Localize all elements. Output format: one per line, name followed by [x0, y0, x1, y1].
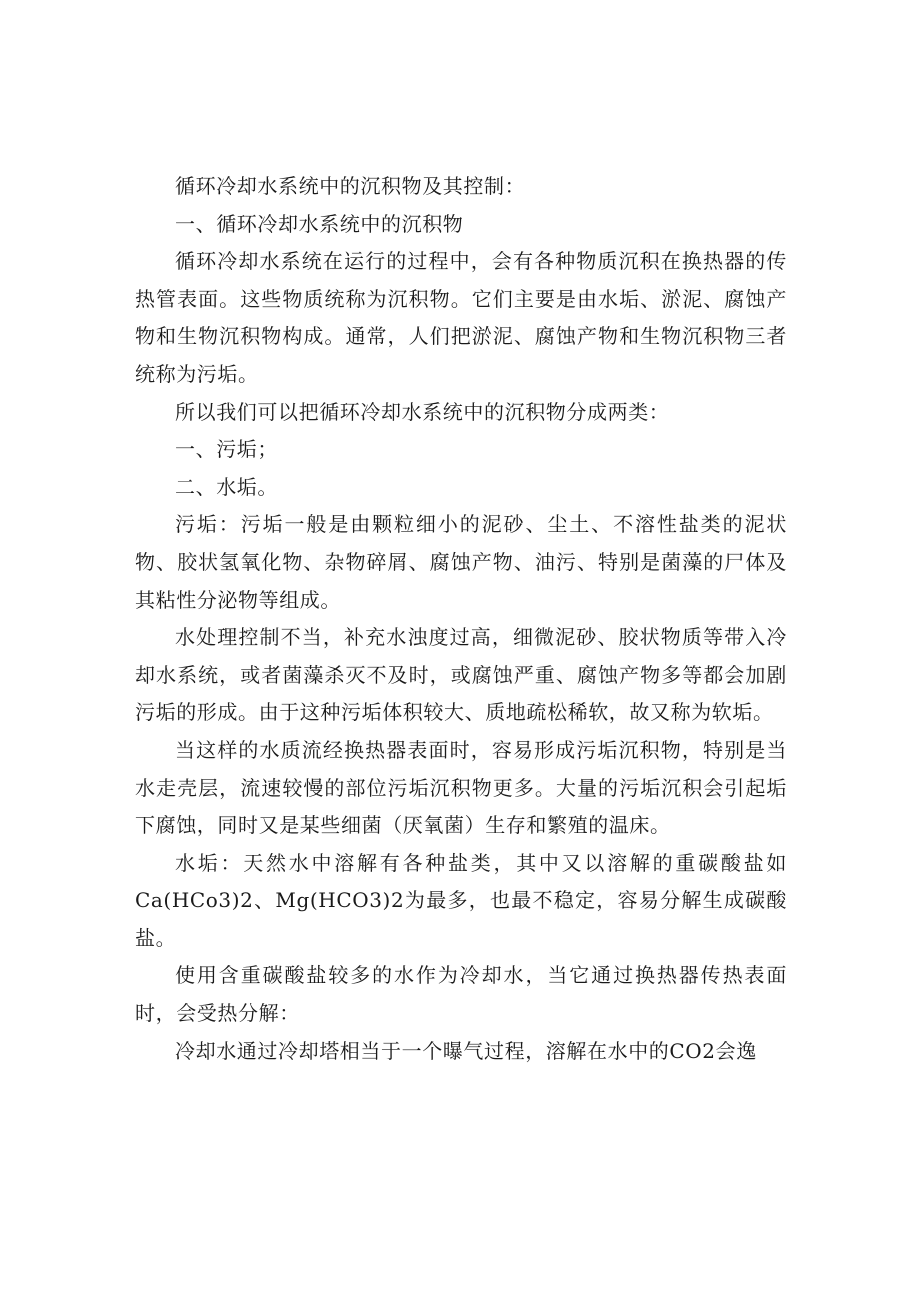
section-heading: 一、循环冷却水系统中的沉积物 — [175, 211, 464, 236]
document-body — [135, 168, 787, 1070]
list-item-scale: 二、水垢。 — [175, 474, 278, 499]
paragraph-fouling-definition: 污垢：污垢一般是由颗粒细小的泥砂、尘土、不溶性盐类的泥状物、胶状氢氧化物、杂物碎屑、腐蚀产物、油污、特别是菌藻的尸体及其粘性分泌物等组成。 — [135, 512, 787, 612]
list-item-fouling: 一、污垢； — [175, 437, 278, 462]
paragraph-cooling-tower: 冷却水通过冷却塔相当于一个曝气过程，溶解在水中的CO2会逸 — [175, 1038, 757, 1063]
document-heading: 循环冷却水系统中的沉积物及其控制： — [175, 174, 526, 198]
paragraph-scale-definition: 水垢：天然水中溶解有各种盐类，其中又以溶解的重碳酸盐如Ca(HCo3)2、Mg(HCO3)2为最多，也最不稳定，容易分解生成碳酸盐。 — [135, 850, 787, 950]
paragraph-bicarbonate-water: 使用含重碳酸盐较多的水作为冷却水，当它通过换热器传热表面时，会受热分解： — [135, 963, 787, 1026]
paragraph-fouling-effects: 当这样的水质流经换热器表面时，容易形成污垢沉积物，特别是当水走壳层，流速较慢的部位污垢沉积物更多。大量的污垢沉积会引起垢下腐蚀，同时又是某些细菌（厌氧菌）生存和繁殖的温床。 — [135, 737, 787, 838]
paragraph-two-categories: 所以我们可以把循环冷却水系统中的沉积物分成两类： — [175, 399, 670, 424]
paragraph-deposits-definition: 循环冷却水系统在运行的过程中，会有各种物质沉积在换热器的传热管表面。这些物质统称为沉积物。它们主要是由水垢、淤泥、腐蚀产物和生物沉积物构成。通常，人们把淤泥、腐蚀产物和生物沉积物三者统称为污垢。 — [135, 249, 787, 386]
paragraph-fouling-causes: 水处理控制不当，补充水浊度过高，细微泥砂、胶状物质等带入冷却水系统，或者菌藻杀灭不及时，或腐蚀严重、腐蚀产物多等都会加剧污垢的形成。由于这种污垢体积较大、质地疏松稀软，故又称为软垢。 — [135, 625, 787, 725]
